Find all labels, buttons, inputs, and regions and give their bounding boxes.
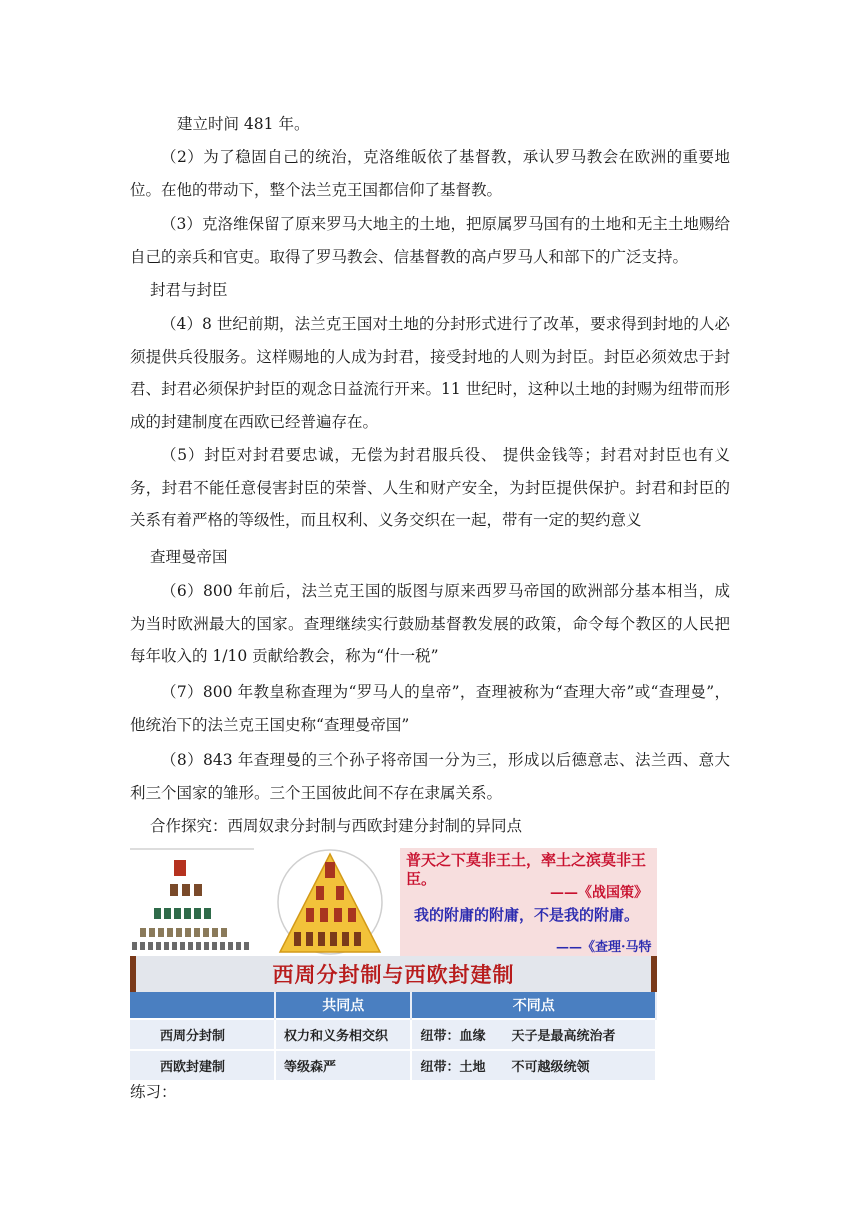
comparison-banner	[130, 956, 657, 992]
row-common: 等级森严	[275, 1050, 411, 1080]
paragraph-2: （2）为了稳固自己的统治，克洛维皈依了基督教，承认罗马教会在欧洲的重要地位。在他的带动下，整个法兰克王国都信仰了基督教。	[130, 148, 730, 199]
paragraph-founding-year: 建立时间 481 年。	[177, 115, 310, 133]
header-empty	[130, 992, 275, 1019]
paragraph-5: （5）封臣对封君要忠诚，无偿为封君服兵役、 提供金钱等；封君对封臣也有义务，封君不能任意侵害封臣的荣誉、人生和财产安全，为封臣提供保护。封君和封臣的关系有着严格的等级性，而且权利、义务交织在一起，带有一定的契约意义	[130, 446, 730, 529]
table-row	[130, 1050, 656, 1080]
west-europe-hierarchy-icon	[278, 850, 382, 954]
heading-lord-vassal: 封君与封臣	[150, 281, 228, 299]
row-name: 西周分封制	[130, 1019, 275, 1050]
row-bond: 纽带：土地	[420, 1060, 486, 1075]
row-rule: 不可越级统领	[511, 1060, 590, 1075]
row-rule: 天子是最高统治者	[511, 1029, 616, 1044]
heading-charlemagne-empire: 查理曼帝国	[150, 548, 228, 566]
row-bond: 纽带：血缘	[420, 1029, 486, 1044]
table-header-row	[130, 992, 656, 1019]
paragraph-6: （6）800 年前后，法兰克王国的版图与原来西罗马帝国的欧洲部分基本相当，成为当时欧洲最大的国家。查理继续实行鼓励基督教发展的政策，命令每个教区的人民把每年收入的 1/10 贡献给教会，称为“什一税”	[130, 582, 730, 665]
west-zhou-hierarchy-icon	[132, 860, 249, 950]
paragraph-4: （4）8 世纪前期，法兰克王国对土地的分封形式进行了改革，要求得到封地的人必须提供兵役服务。这样赐地的人成为封君，接受封地的人则为封臣。封臣必须效忠于封君、封君必须保护封臣的观念日益流行开来。11 世纪时，这种以土地的封赐为纽带而形成的封建制度在西欧已经普遍存在。	[130, 315, 730, 431]
table-row	[130, 1019, 656, 1050]
heading-cooperative-inquiry: 合作探究：西周奴隶分封制与西欧封建分封制的异同点	[150, 817, 523, 835]
header-diff: 不同点	[411, 992, 656, 1019]
paragraph-3: （3）克洛维保留了原来罗马大地主的土地，把原属罗马国有的土地和无主土地赐给自己的亲兵和官吏。取得了罗马教会、信基督教的高卢罗马人和部下的广泛支持。	[130, 215, 730, 266]
row-common: 权力和义务相交织	[275, 1019, 411, 1050]
paragraph-7: （7）800 年教皇称查理为“罗马人的皇帝”，查理被称为“查理大帝”或“查理曼”，他统治下的法兰克王国史称“查理曼帝国”	[130, 683, 730, 734]
quote-vassal: 我的附庸的附庸，不是我的附庸。	[414, 906, 640, 924]
paragraph-8: （8）843 年查理曼的三个孙子将帝国一分为三，形成以后德意志、法兰西、意大利三个国家的雏形。三个王国彼此间不存在隶属关系。	[130, 751, 730, 802]
comparison-figure	[130, 848, 657, 1075]
row-diff	[411, 1019, 656, 1050]
comparison-table	[130, 992, 657, 1080]
quote-vassal-source: ——《查理·马特	[556, 940, 652, 955]
quote-zhanguoce: 普天之下莫非王土，率土之滨莫非王臣。	[406, 851, 647, 888]
comparison-title: 西周分封制与西欧封建制	[272, 963, 515, 987]
row-diff	[411, 1050, 656, 1080]
heading-exercise: 练习：	[130, 1083, 177, 1101]
header-common: 共同点	[275, 992, 411, 1019]
row-name: 西欧封建制	[130, 1050, 275, 1080]
quote-zhanguoce-source: ——《战国策》	[550, 885, 648, 901]
